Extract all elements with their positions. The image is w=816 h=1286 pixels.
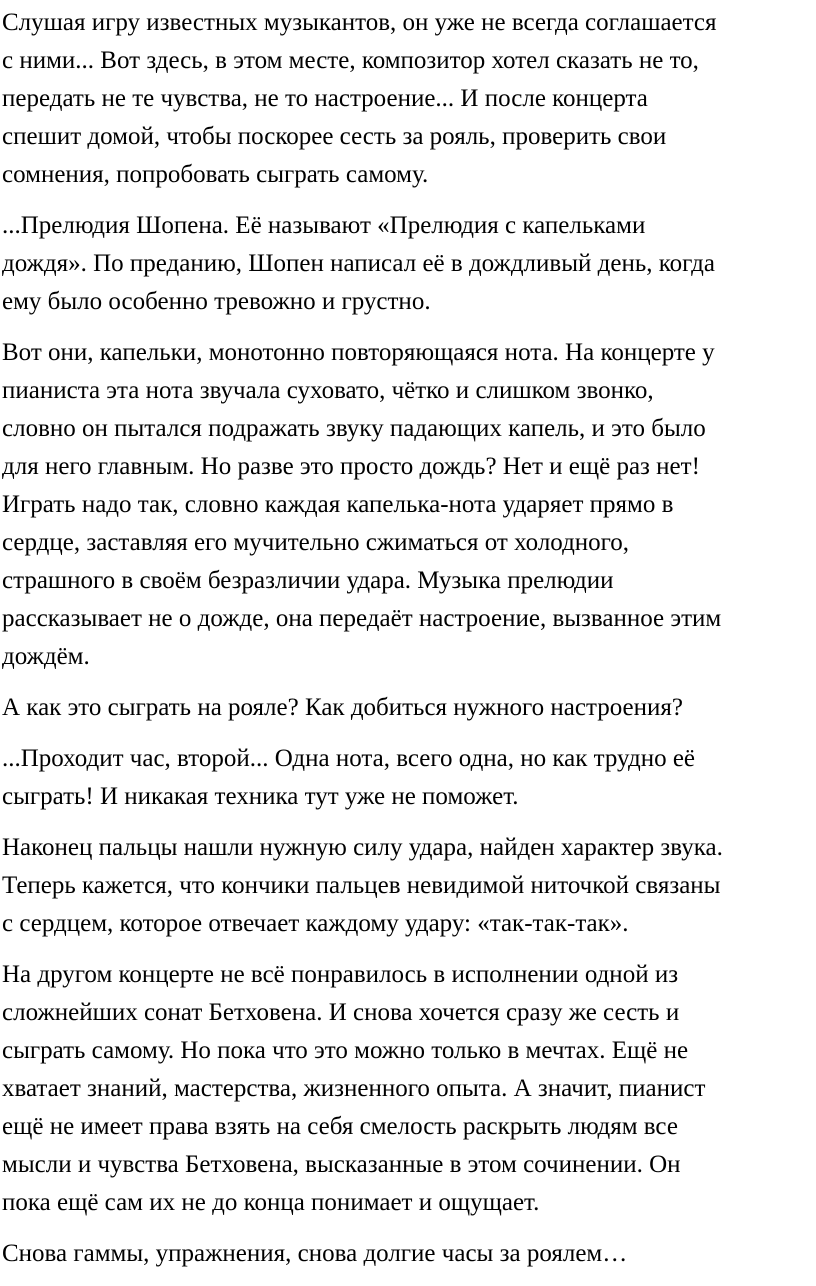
paragraph-4: А как это сыграть на рояле? Как добиться нужного настроения? (2, 694, 683, 721)
paragraph-1: Слушая игру известных музыкантов, он уже не всегда соглашается с ними... Вот здесь, в этом месте, композитор хотел сказать не то, передать не те чувства, не то настроение... И после концерта спешит домой, чтобы поскорее сесть за рояль, проверить свои сомнения, попробовать сыграть самому. (2, 9, 717, 188)
paragraph-5: ...Проходит час, второй... Одна нота, всего одна, но как трудно её сыграть! И никакая техника тут уже не поможет. (2, 745, 696, 810)
paragraph-8: Снова гаммы, упражнения, снова долгие часы за роялем… (2, 1240, 628, 1267)
paragraph-3: Вот они, капельки, монотонно повторяющаяся нота. На концерте у пианиста эта нота звучала суховато, чётко и слишком звонко, словно он пытался подражать звуку падающих капель, и это было для него главным. Но разве это просто дождь? Нет и ещё раз нет! Играть надо так, словно каждая капелька-нота ударяет прямо в сердце, заставляя его мучительно сжиматься от холодного, страшного в своём безразличии удара. Музыка прелюдии рассказывает не о дожде, она передаёт настроение, вызванное этим дождём. (2, 339, 722, 670)
paragraph-2: ...Прелюдия Шопена. Её называют «Прелюдия с капельками дождя». По преданию, Шопен написал её в дождливый день, когда ему было особенно тревожно и грустно. (2, 212, 715, 315)
paragraph-7: На другом концерте не всё понравилось в исполнении одной из сложнейших сонат Бетховена. И снова хочется сразу же сесть и сыграть самому. Но пока что это можно только в мечтах. Ещё не хватает знаний, мастерства, жизненного опыта. А значит, пианист ещё не имеет права взять на себя смелость раскрыть людям все мысли и чувства Бетховена, высказанные в этом сочинении. Он пока ещё сам их не до конца понимает и ощущает. (2, 961, 706, 1216)
paragraph-6: Наконец пальцы нашли нужную силу удара, найден характер звука. Теперь кажется, что кончики пальцев невидимой ниточкой связаны с сердцем, которое отвечает каждому удару: «так-так-так». (2, 834, 723, 937)
